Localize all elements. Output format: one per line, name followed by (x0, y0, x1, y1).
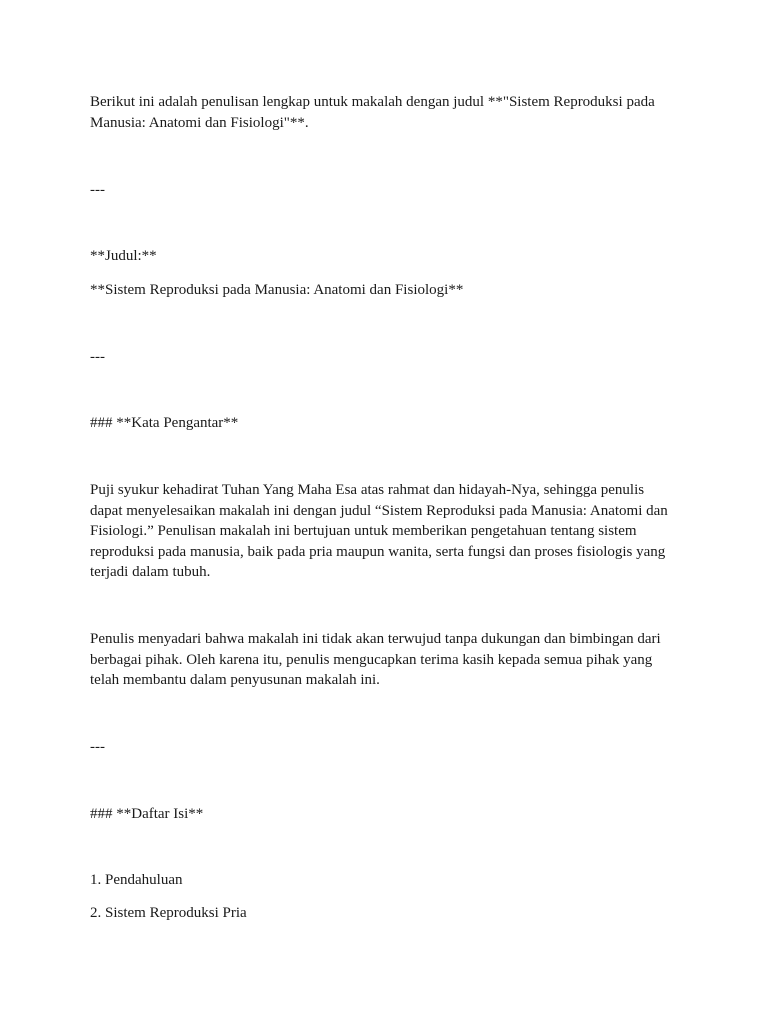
separator: --- (90, 739, 105, 755)
list-item: 1. Pendahuluan (90, 872, 183, 888)
separator: --- (90, 349, 105, 365)
paragraph-line: Penulis menyadari bahwa makalah ini tidak akan terwujud tanpa dukungan dan bimbingan dari (90, 631, 661, 647)
kata-pengantar-paragraph-1 (90, 480, 680, 583)
intro-line: Berikut ini adalah penulisan lengkap untuk makalah dengan judul **"Sistem Reproduksi pada (90, 94, 655, 110)
paragraph-line: reproduksi pada manusia, baik pada pria maupun wanita, serta fungsi dan proses fisiologis yang (90, 543, 666, 560)
list-item: 2. Sistem Reproduksi Pria (90, 905, 247, 921)
title-value: **Sistem Reproduksi pada Manusia: Anatomi dan Fisiologi** (90, 282, 464, 298)
paragraph-line: terjadi dalam tubuh. (90, 564, 211, 580)
paragraph-line: dapat menyelesaikan makalah ini dengan judul “Sistem Reproduksi pada Manusia: Anatomi dan (90, 502, 668, 519)
daftar-isi-heading: ### **Daftar Isi** (90, 806, 204, 822)
paragraph-line: Fisiologi.” Penulisan makalah ini bertujuan untuk memberikan pengetahuan tentang sistem (90, 523, 637, 539)
kata-pengantar-heading: ### **Kata Pengantar** (90, 415, 239, 431)
kata-pengantar-paragraph-2 (90, 629, 680, 691)
paragraph-line: berbagai pihak. Oleh karena itu, penulis mengucapkan terima kasih kepada semua pihak yang (90, 651, 653, 668)
title-label: **Judul:** (90, 248, 157, 264)
intro-line: Manusia: Anatomi dan Fisiologi"**. (90, 114, 309, 131)
paragraph-line: telah membantu dalam penyusunan makalah ini. (90, 672, 380, 688)
paragraph-line: Puji syukur kehadirat Tuhan Yang Maha Esa atas rahmat dan hidayah-Nya, sehingga penulis (90, 482, 645, 498)
separator: --- (90, 182, 105, 198)
intro-paragraph (90, 92, 680, 133)
